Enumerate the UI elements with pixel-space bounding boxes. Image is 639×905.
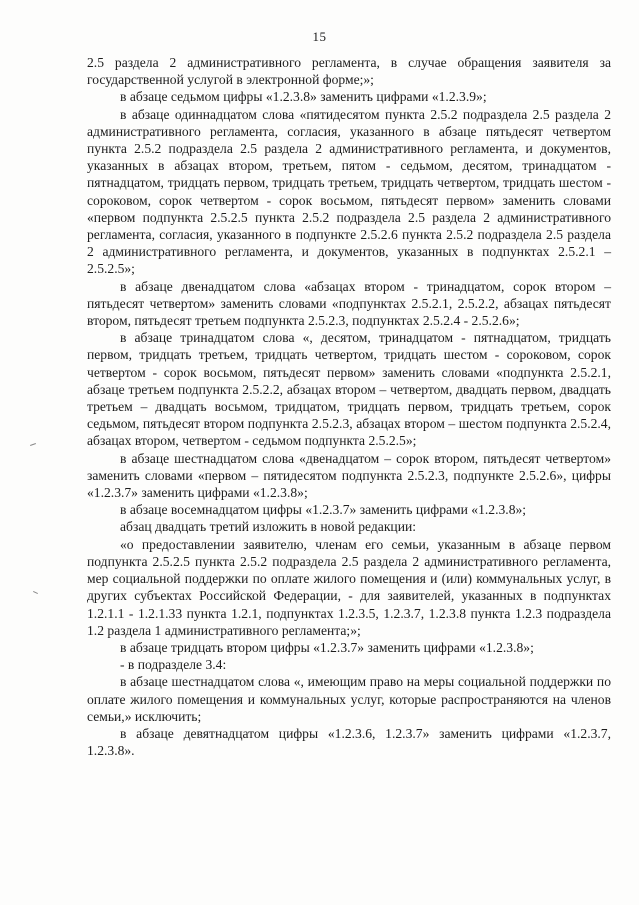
- paragraph-amend-12: в абзаце двенадцатом слова «абзацах втором - тринадцатом, сорок втором – пятьдесят четвертом» заменить словами «подпунктах 2.5.2.1, 2.5.2.2, абзацах пятьдесят втором, пятьдесят третьем подпункта 2.5.2.3, подпунктах 2.5.2.4 - 2.5.2.6»;: [87, 278, 611, 329]
- page-number: 15: [312, 29, 327, 44]
- paragraph-amend-3-4-16: в абзаце шестнадцатом слова «, имеющим право на меры социальной поддержки по оплате жилого помещения и коммунальных услуг, которые распространяются на членов семьи,» исключить;: [87, 674, 611, 724]
- scan-artifact: [33, 591, 38, 594]
- paragraph-amend-18: в абзаце восемнадцатом цифры «1.2.3.7» заменить цифрами «1.2.3.8»;: [120, 502, 527, 518]
- document-body: [87, 54, 611, 759]
- paragraph-amend-11: в абзаце одиннадцатом слова «пятидесятом пункта 2.5.2 подраздела 2.5 раздела 2 административного регламента, согласия, указанного в абзаце пятьдесят четвертом пункта 2.5.2 подраздела 2.5 раздела 2 административного регламента, и документов, указанных в абзацах втором, третьем, пятом - седьмом, десятом, тринадцатом - пятнадцатом, тридцать первом, тридцать третьем, тридцать четвертом, тридцать шестом - сороковом, сорок четвертом - сорок восьмом, пятьдесят первом» заменить словами «первом подпункта 2.5.2.5 пункта 2.5.2 подраздела 2.5 раздела 2 административного регламента, согласия, указанного в подпункте 2.5.2.6 пункта 2.5.2 подраздела 2.5 раздела 2 административного регламента, и документов, указанных в подпунктах 2.5.2.1 – 2.5.2.5»;: [87, 106, 611, 277]
- paragraph-subsection-3-4: - в подразделе 3.4:: [120, 657, 227, 673]
- paragraph-amend-3-4-19: в абзаце девятнадцатом цифры «1.2.3.6, 1.2.3.7» заменить цифрами «1.2.3.7, 1.2.3.8».: [87, 725, 611, 759]
- paragraph-amend-13: в абзаце тринадцатом слова «, десятом, тринадцатом - пятнадцатом, тридцать первом, тридцать третьем, тридцать четвертом, тридцать шестом - сороковом, сорок четвертом - сорок восьмом, пятьдесят первом» заменить словами «подпункта 2.5.2.1, абзаце третьем подпункта 2.5.2.2, абзацах втором – четвертом, двадцать первом, двадцать третьем – двадцать восьмом, тридцатом, тридцать первом, тридцать третьем, сорок седьмом, пятьдесят втором подпункта 2.5.2.3, абзацах втором – шестом подпункта 2.5.2.4, абзацах втором, четвертом - седьмом подпункта 2.5.2.5»;: [87, 330, 611, 449]
- scan-artifact: [30, 443, 36, 446]
- paragraph-amend-32: в абзаце тридцать втором цифры «1.2.3.7» заменить цифрами «1.2.3.8»;: [120, 639, 534, 655]
- paragraph-new-wording: «о предоставлении заявителю, членам его семьи, указанным в абзаце первом подпункта 2.5.2.5 пункта 2.5.2 подраздела 2.5 раздела 2 административного регламента, мер социальной поддержки по оплате жилого помещения и (или) коммунальных услуг, в других субъектах Российской Федерации, - для заявителей, указанных в подпунктах 1.2.1.1 - 1.2.1.33 пункта 1.2.1, подпунктах 1.2.3.5, 1.2.3.7, 1.2.3.8 пункта 1.2.3 подраздела 1.2 раздела 1 административного регламента;»;: [87, 536, 611, 638]
- paragraph-amend-16: в абзаце шестнадцатом слова «двенадцатом – сорок втором, пятьдесят четвертом» заменить словами «первом – пятидесятом подпункта 2.5.2.3, подпункте 2.5.2.6», цифры «1.2.3.7» заменить цифрами «1.2.3.8»;: [87, 450, 611, 501]
- paragraph-amend-23-intro: абзац двадцать третий изложить в новой редакции:: [120, 519, 417, 535]
- paragraph-continuation: 2.5 раздела 2 административного регламента, в случае обращения заявителя за государственной услугой в электронной форме;»;: [87, 55, 611, 88]
- paragraph-amend-7: в абзаце седьмом цифры «1.2.3.8» заменить цифрами «1.2.3.9»;: [120, 89, 487, 105]
